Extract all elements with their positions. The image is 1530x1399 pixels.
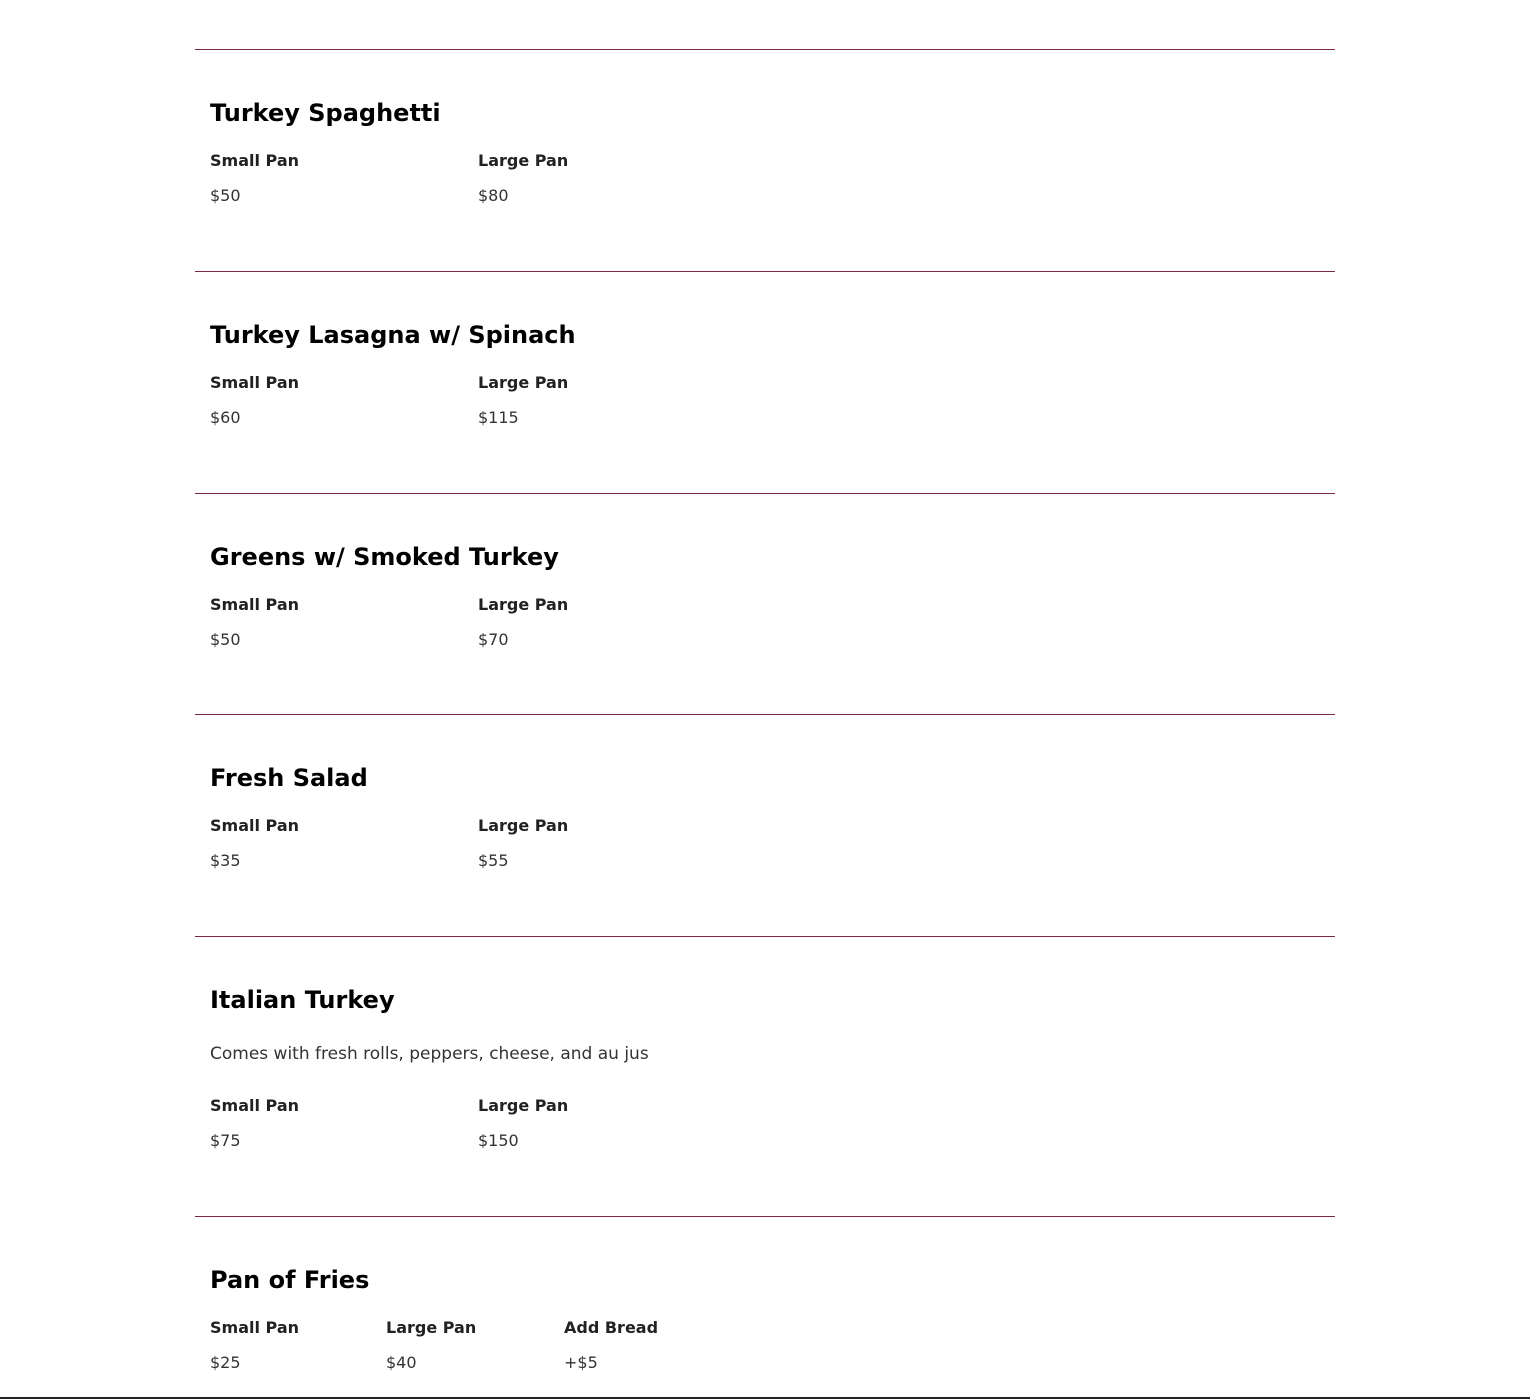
menu-item-name: Fresh Salad (210, 764, 368, 792)
price-value: $50 (210, 630, 241, 649)
menu-item (195, 49, 1335, 272)
menu-item (195, 714, 1335, 937)
price-value: $50 (210, 186, 241, 205)
menu-item (195, 493, 1335, 715)
menu-item-name: Greens w/ Smoked Turkey (210, 543, 559, 571)
price-label: Small Pan (210, 151, 300, 170)
menu-item (195, 271, 1335, 494)
price-value: $75 (210, 1131, 241, 1150)
price-label: Small Pan (210, 1096, 300, 1115)
price-value: $70 (478, 630, 509, 649)
menu-item-name: Pan of Fries (210, 1266, 370, 1294)
price-label: Large Pan (478, 1096, 569, 1115)
menu-item-name: Turkey Lasagna w/ Spinach (210, 321, 576, 349)
price-label: Large Pan (478, 151, 569, 170)
menu-item-name: Italian Turkey (210, 986, 395, 1014)
price-label: Small Pan (210, 1318, 300, 1337)
menu-item (195, 936, 1335, 1217)
price-value: $25 (210, 1353, 241, 1372)
price-value: $40 (386, 1353, 417, 1372)
price-value: $115 (478, 408, 519, 427)
price-value: $55 (478, 851, 509, 870)
price-label: Large Pan (478, 373, 569, 392)
price-label: Large Pan (386, 1318, 477, 1337)
menu-item (195, 1216, 1335, 1397)
price-label: Large Pan (478, 816, 569, 835)
price-label: Large Pan (478, 595, 569, 614)
price-label: Add Bread (564, 1318, 659, 1337)
price-value: +$5 (564, 1353, 598, 1372)
price-value: $150 (478, 1131, 519, 1150)
menu-item-name: Turkey Spaghetti (210, 99, 441, 127)
price-label: Small Pan (210, 816, 300, 835)
price-value: $80 (478, 186, 509, 205)
price-label: Small Pan (210, 595, 300, 614)
price-label: Small Pan (210, 373, 300, 392)
price-value: $35 (210, 851, 241, 870)
menu-item-description: Comes with fresh rolls, peppers, cheese, and au jus (210, 1044, 649, 1064)
price-value: $60 (210, 408, 241, 427)
